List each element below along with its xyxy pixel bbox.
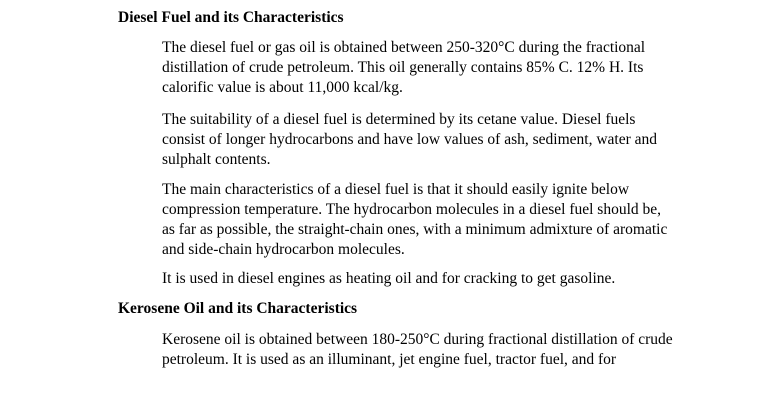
text-line: calorific value is about 11,000 kcal/kg.	[162, 79, 403, 96]
text-line: distillation of crude petroleum. This oil generally contains 85% C. 12% H. Its	[162, 59, 644, 76]
section-heading-diesel: Diesel Fuel and its Characteristics	[118, 9, 344, 26]
text-line: and side-chain hydrocarbon molecules.	[162, 241, 405, 258]
text-line: sulphalt contents.	[162, 151, 271, 168]
kerosene-paragraph-1	[162, 330, 742, 370]
text-line: petroleum. It is used as an illuminant, jet engine fuel, tractor fuel, and for	[162, 351, 617, 368]
diesel-paragraph-2	[162, 110, 742, 170]
text-line: The diesel fuel or gas oil is obtained between 250-320°C during the fractional	[162, 39, 646, 56]
text-line: Kerosene oil is obtained between 180-250°C during fractional distillation of crude	[162, 331, 673, 348]
section-heading-kerosene: Kerosene Oil and its Characteristics	[118, 300, 358, 317]
text-line: The main characteristics of a diesel fuel is that it should easily ignite below	[162, 181, 630, 198]
diesel-paragraph-4	[162, 269, 742, 289]
diesel-paragraph-1	[162, 38, 742, 98]
text-line: compression temperature. The hydrocarbon molecules in a diesel fuel should be,	[162, 201, 662, 218]
text-line: It is used in diesel engines as heating oil and for cracking to get gasoline.	[162, 270, 616, 287]
text-line: as far as possible, the straight-chain ones, with a minimum admixture of aromatic	[162, 221, 668, 238]
text-line: The suitability of a diesel fuel is determined by its cetane value. Diesel fuels	[162, 111, 636, 128]
text-line: consist of longer hydrocarbons and have low values of ash, sediment, water and	[162, 131, 658, 148]
diesel-paragraph-3	[162, 180, 742, 260]
